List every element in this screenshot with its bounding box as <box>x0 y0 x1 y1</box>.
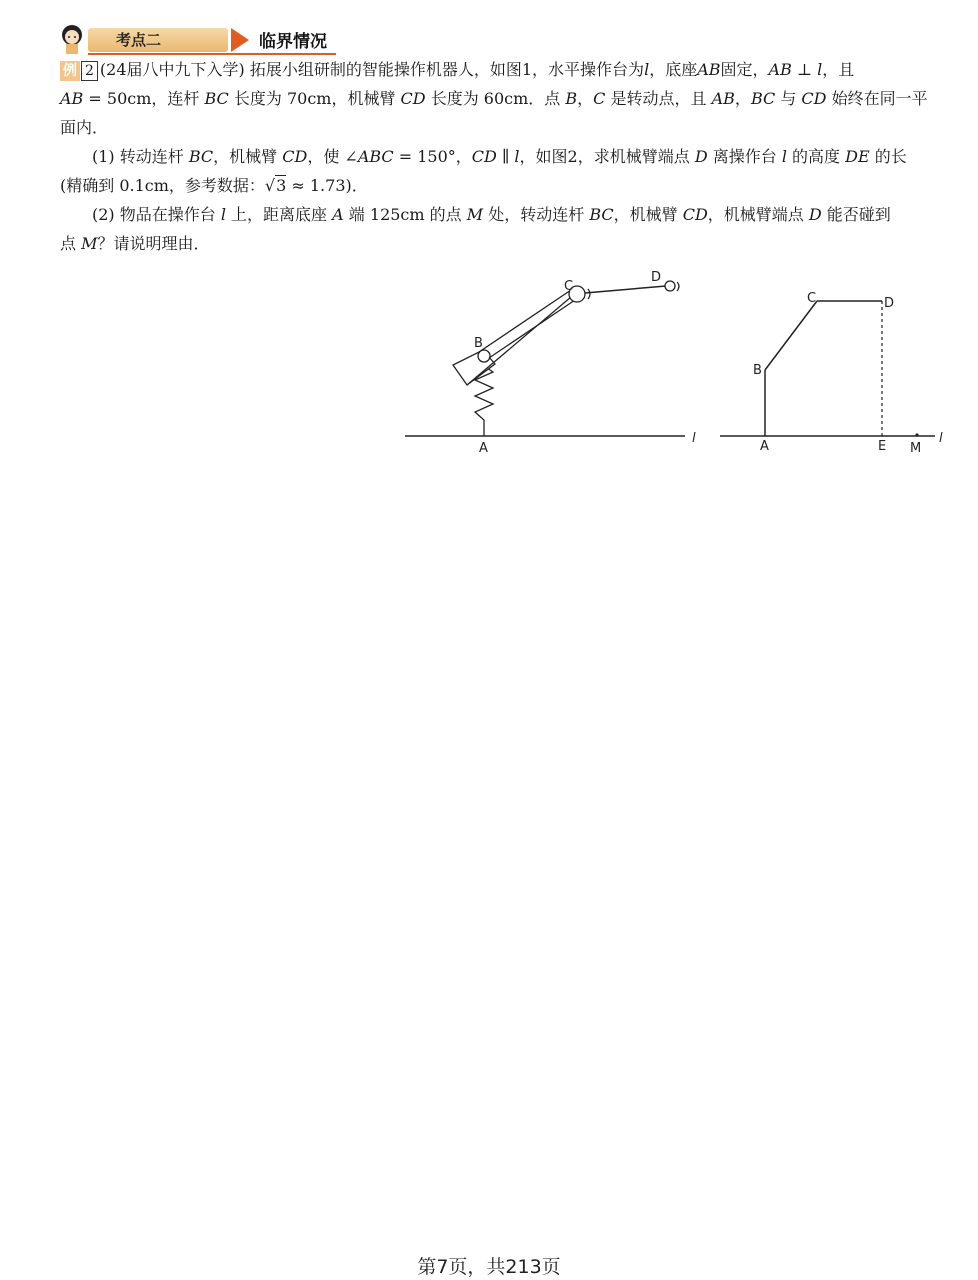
fig1-label-c: C <box>564 279 574 294</box>
fig2-label-d: D <box>884 296 895 311</box>
problem-intro: 例 2 (24届八中九下入学) 拓展小组研制的智能操作机器人，如图1，水平操作台为l，底座AB固定，AB ⊥ l，且 AB = 50cm，连杆 BC 长度为 70cm，机械臂 CD 长度为 60cm．点 B，C 是转动点，且 AB，BC 与 CD 始终在同一平 面内． <box>60 60 928 137</box>
figures <box>395 260 955 460</box>
fig2-label-b: B <box>753 363 762 378</box>
fig1-label-a: A <box>479 441 488 456</box>
fig2-label-l: l <box>939 431 943 446</box>
topic-title: 临界情况 <box>259 32 327 52</box>
fig1-link-bc-1 <box>479 290 571 352</box>
question-2-end: 点 M？请说明理由． <box>60 234 210 253</box>
fig2-label-e: E <box>878 439 887 454</box>
problem-text <box>60 55 952 258</box>
fig2-label-a: A <box>760 439 769 454</box>
fig1-label-b: B <box>474 336 483 351</box>
question-2: (2) 物品在操作台 l 上，距离底座 A 端 125cm 的点 M 处，转动连杆 BC，机械臂 CD，机械臂端点 D 能否碰到 <box>92 205 891 224</box>
fig2-point-m <box>915 433 918 436</box>
student-mascot-icon <box>56 22 90 58</box>
example-number: 2 <box>81 61 98 81</box>
figure-1 <box>405 270 696 456</box>
problem-source: (24届八中九下入学) <box>99 60 245 79</box>
fig2-label-c: C <box>807 291 817 306</box>
question-1: (1) 转动连杆 BC，机械臂 CD，使 ∠ABC = 150°，CD ∥ l，如图2，求机械臂端点 D 离操作台 l 的高度 DE 的长 <box>92 147 907 166</box>
tag-arrow-icon <box>231 28 249 52</box>
fig1-joint-c-mark <box>588 289 590 299</box>
fig1-arm-cd <box>585 286 666 293</box>
topic-tag: 考点二 <box>88 28 228 52</box>
fig1-end-d <box>665 281 675 291</box>
example-badge: 例 <box>60 61 80 81</box>
fig1-label-l: l <box>692 431 696 446</box>
fig2-segment-bc <box>765 301 817 370</box>
fig2-label-m: M <box>910 441 922 456</box>
fig1-end-d-mark <box>677 282 679 291</box>
section-header <box>56 22 336 56</box>
page-footer: 第7页，共213页 <box>417 1256 561 1278</box>
fig1-label-d: D <box>651 270 662 285</box>
figure-2 <box>720 291 943 456</box>
question-1-note: (精确到 0.1cm，参考数据：√3 ≈ 1.73)． <box>60 176 368 195</box>
